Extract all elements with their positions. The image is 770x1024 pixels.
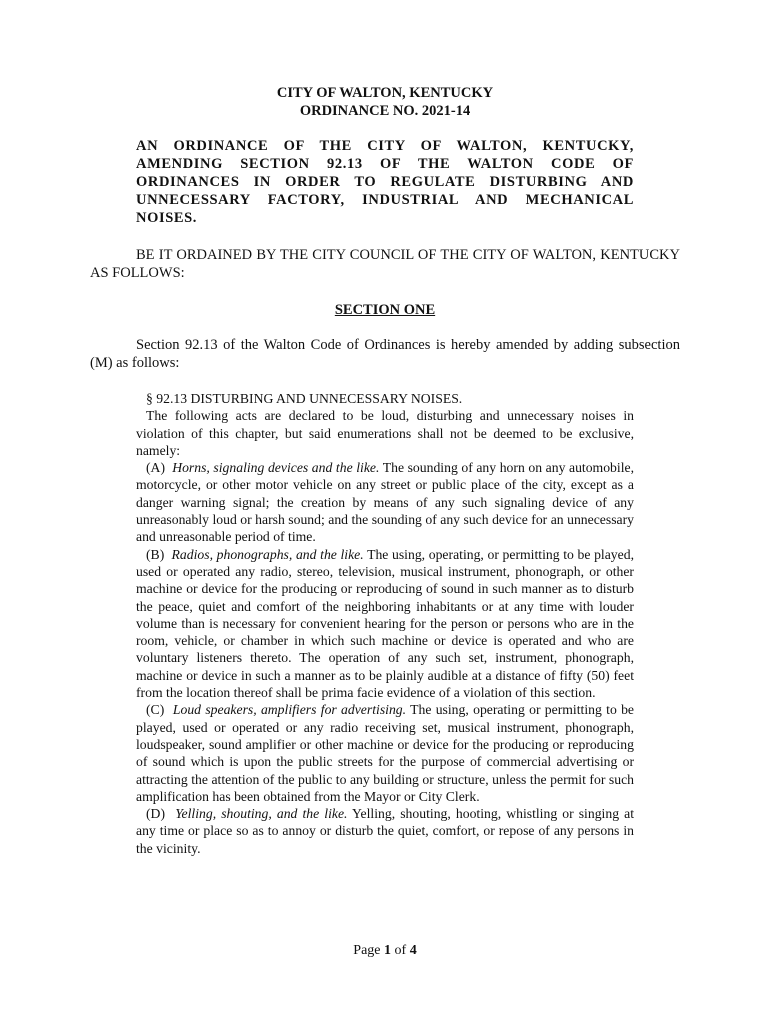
subsection-text: The using, operating or permitting to be played, used or operated or any radio receiving set, musical instrument, phonograph, loudspeaker, sound amplifier or other machine or device for the producing or reproducing of sound which is upon the public streets for the purpose of commercial advertising or attracting the attention of the public to any building or structure, unless the permit for such amplification has been obtained from the Mayor or City Clerk. [136, 702, 635, 804]
subsection-label: (A) [146, 460, 166, 476]
subsection-label: (C) [146, 702, 165, 718]
page-total: 4 [409, 943, 417, 958]
code-section-lead: The following acts are declared to be loud, disturbing and unnecessary noises in violation of this chapter, but said enumerations shall not be deemed to be exclusive, namely: [136, 408, 634, 458]
subsection-label: (B) [146, 546, 165, 562]
page-of: of [391, 943, 410, 958]
code-section-heading: § 92.13 DISTURBING AND UNNECESSARY NOISES. [146, 391, 463, 406]
subsection-title: Loud speakers, amplifiers for advertising. [172, 702, 407, 718]
subsection-label: (D) [146, 806, 166, 822]
page-footer [0, 943, 770, 959]
ordinance-title: AN ORDINANCE OF THE CITY OF WALTON, KENTUCKY, AMENDING SECTION 92.13 OF THE WALTON CODE OF ORDINANCES IN ORDER TO REGULATE DISTURBING AND UNNECESSARY FACTORY, INDUSTRIAL AND MECHANICAL NOISES. [136, 138, 634, 226]
subsection-b [136, 546, 634, 702]
subsection-d [136, 805, 634, 857]
section-intro: Section 92.13 of the Walton Code of Ordinances is hereby amended by adding subsection (M) as follows: [90, 337, 680, 371]
subsection-title: Yelling, shouting, and the like. [175, 806, 348, 822]
code-section [136, 390, 634, 857]
city-name: CITY OF WALTON, KENTUCKY [276, 85, 494, 101]
section-heading: SECTION ONE [334, 302, 436, 318]
subsection-c [136, 701, 634, 805]
subsection-a [136, 459, 634, 545]
subsection-title: Radios, phonographs, and the like. [171, 546, 364, 562]
document-header [0, 84, 770, 120]
page-current: 1 [384, 943, 392, 958]
subsection-text: The using, operating, or permitting to be played, used or operated any radio, stereo, television, musical instrument, phonograph, or other machine or device for the producing or reproducing of sound in such manner as to disturb the peace, quiet and comfort of the neighboring inhabitants or at any time with louder volume than is necessary for convenient hearing for the person or persons who are in the room, vehicle, or chamber in which such machine or device is operated and who are voluntary listeners thereto. The operation of any such set, instrument, phonograph, machine or device in such a manner as to be plainly audible at a distance of fifty (50) feet from the location thereof shall be prima facie evidence of a violation of this section. [136, 546, 634, 701]
enacting-clause: BE IT ORDAINED BY THE CITY COUNCIL OF THE CITY OF WALTON, KENTUCKY AS FOLLOWS: [90, 247, 680, 281]
subsection-text: The sounding of any horn on any automobile, motorcycle, or other motor vehicle on any street or public place of the city, except as a danger warning signal; the creation by means of any such signaling device of any unreasonably loud or harsh sound; and the sounding of any such device for an unnecessary and unreasonable period of time. [136, 460, 634, 545]
page-prefix: Page [353, 943, 385, 958]
subsection-title: Horns, signaling devices and the like. [172, 460, 380, 476]
ordinance-number: ORDINANCE NO. 2021-14 [299, 103, 471, 119]
subsection-text: Yelling, shouting, hooting, whistling or singing at any time or place so as to annoy or disturb the quiet, comfort, or repose of any persons in the vicinity. [136, 806, 634, 856]
